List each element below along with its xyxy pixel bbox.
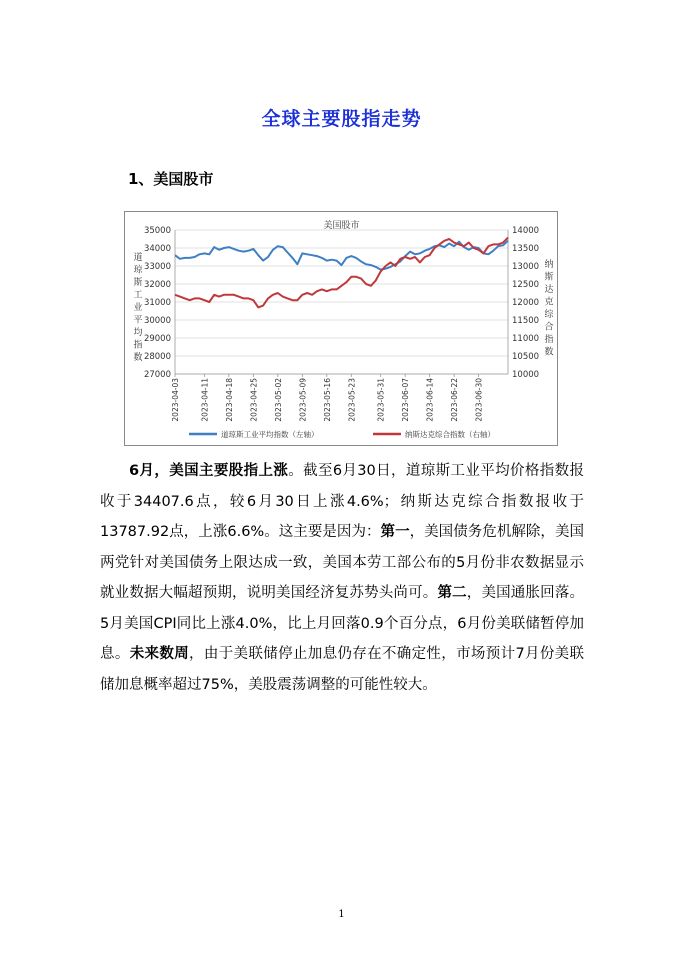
paragraph-emphasis: 第一 [380,524,410,540]
us-stock-chart [124,211,558,446]
right-tick-label: 10000 [512,370,540,380]
left-tick-label: 35000 [143,226,171,236]
left-tick-label: 33000 [143,262,171,272]
paragraph-emphasis: 6月，美国主要股指上涨 [129,463,289,479]
legend-label-nasdaq: 纳斯达克综合指数（右轴） [405,430,495,439]
x-tick-label: 2023-05-16 [322,378,332,422]
left-tick-label: 31000 [143,298,171,308]
x-tick-label: 2023-05-23 [347,378,357,422]
paragraph-text: ，美国债务危机解除，美国两党针对美国债务上限达成一致，美国本劳工部公布的5月份非农数据显示就业数据大幅超预期，说明美国经济复苏势头尚可。 [100,524,585,601]
right-tick-label: 12000 [512,298,540,308]
section-heading: 1、美国股市 [128,170,214,188]
paragraph-text: 。截至6月30日，道琼斯工业平均价格指数报收于34407.6点，较6月30日上涨4.6%；纳斯达克综合指数报收于13787.92点，上涨6.6%。这主要是因为： [100,463,584,540]
paragraph-emphasis: 第二 [437,585,467,601]
left-tick-label: 30000 [143,316,171,326]
paragraph-emphasis: 未来数周 [129,646,190,662]
x-tick-label: 2023-04-03 [171,378,180,422]
x-tick-label: 2023-05-31 [376,378,386,422]
chart-title: 美国股市 [323,221,360,231]
paragraph-text: ，由于美联储停止加息仍存在不确定性，市场预计7月份美联储加息概率超过75%，美股震荡调整的可能性较大。 [100,646,585,693]
left-tick-label: 28000 [143,352,171,362]
right-tick-label: 11500 [512,316,540,326]
x-tick-label: 2023-06-22 [450,378,460,422]
left-tick-label: 29000 [143,334,171,344]
right-tick-label: 13000 [512,262,540,272]
right-tick-label: 10500 [512,352,540,362]
right-axis-label: 纳斯达克综合指数 [544,260,554,358]
line-chart-svg [125,212,559,447]
page-number: 1 [338,909,345,920]
analysis-paragraph [100,456,584,700]
x-tick-label: 2023-04-11 [200,378,210,422]
x-tick-label: 2023-04-25 [249,378,259,422]
x-tick-label: 2023-06-07 [401,378,411,422]
right-tick-label: 12500 [512,280,540,290]
page-title: 全球主要股指走势 [261,108,422,130]
x-tick-label: 2023-05-02 [273,378,283,422]
left-axis-label: 道琼斯工业平均指数 [133,253,143,363]
x-tick-label: 2023-04-18 [224,378,234,422]
x-tick-label: 2023-06-14 [425,378,435,422]
right-tick-label: 13500 [512,244,540,254]
paragraph-text: ，美国通胀回落。5月美国CPI同比上涨4.0%，比上月回落0.9个百分点，6月份美联储暂停加息。 [100,585,584,662]
left-tick-label: 34000 [143,244,171,254]
left-tick-label: 32000 [143,280,171,290]
right-tick-label: 14000 [512,226,540,236]
x-tick-label: 2023-05-09 [298,378,308,422]
body-text [100,456,584,700]
right-tick-label: 11000 [512,334,540,344]
left-tick-label: 27000 [143,370,171,380]
x-tick-label: 2023-06-30 [474,378,484,422]
legend-label-dow: 道琼斯工业平均指数（左轴） [221,430,319,439]
